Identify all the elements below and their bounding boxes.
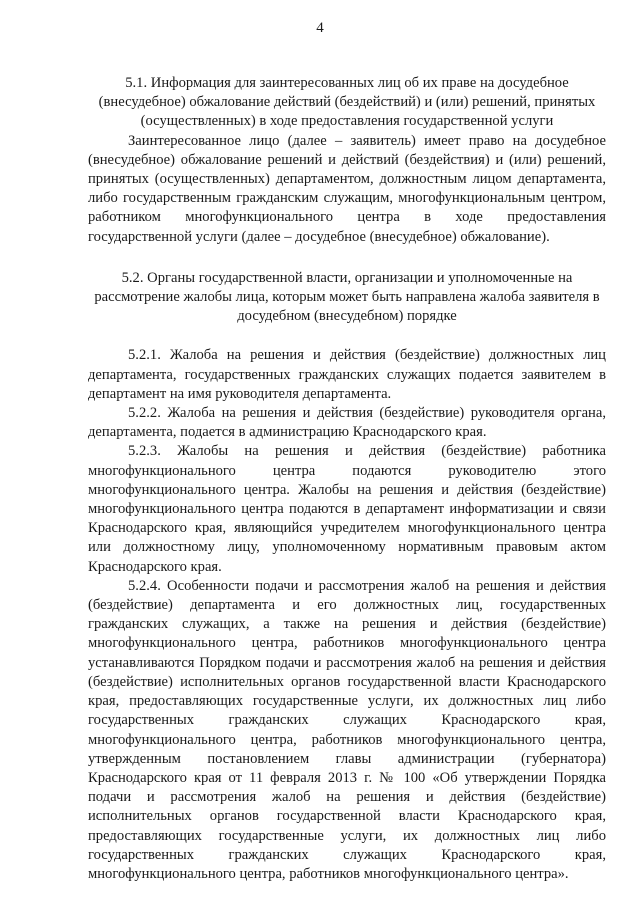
section-heading-5-1: 5.1. Информация для заинтересованных лиц об их праве на досудебное (внесудебное) обжалование действий (бездействий) и (или) решений, принятых (осуществленных) в ходе предоставления государственной услуги xyxy=(98,75,596,130)
paragraph-5-2-2: 5.2.2. Жалоба на решения и действия (бездействие) руководителя органа, департамента, подается в администрацию Краснодарского края. xyxy=(88,405,606,441)
section-heading-5-2: 5.2. Органы государственной власти, организации и уполномоченные на рассмотрение жалобы лица, которым может быть направлена жалоба заявителя в досудебном (внесудебном) порядке xyxy=(94,269,600,325)
paragraph-5-2-1: 5.2.1. Жалоба на решения и действия (бездействие) должностных лиц департамента, государственных гражданских служащих подается заявителем в департамент на имя руководителя департамента. xyxy=(88,347,606,402)
paragraph-5-2-3: 5.2.3. Жалобы на решения и действия (бездействие) работника многофункционального центра подаются руководителю этого многофункционального центра. Жалобы на решения и действия (бездействие) многофункционального центра подаются в департамент информатизации и связи Краснодарского края, являющийся учредителем многофункционального центра или должностному лицу, уполномоченному нормативным правовым актом Краснодарского края. xyxy=(88,443,606,575)
page-number: 4 xyxy=(316,20,324,36)
section-spacer xyxy=(88,326,606,346)
document-body xyxy=(88,74,606,884)
paragraph-5-2-4: 5.2.4. Особенности подачи и рассмотрения жалоб на решения и действия (бездействие) департамента и его должностных лиц, государственных гражданских служащих, а также на решения и действия (бездействие) многофункционального центра, работников многофункционального центра устанавливаются Порядком подачи и рассмотрения жалоб на решения и действия (бездействие) исполнительных органов государственной власти Краснодарского края, предоставляющих государственные услуги, их должностных лиц либо государственных гражданских служащих Краснодарского края, многофункционального центра, работников многофункционального центра, утвержденным постановлением главы администрации (губернатора) Краснодарского края от 11 февраля 2013 г. № 100 «Об утверждении Порядка подачи и рассмотрения жалоб на решения и действия (бездействие) исполнительных органов государственной власти Краснодарского края, предоставляющих государственные услуги, их должностных лиц либо государственных гражданских служащих Краснодарского края, многофункционального центра, работников многофункционального центра». xyxy=(88,577,606,882)
section-spacer xyxy=(88,247,606,269)
paragraph-5-1-body: Заинтересованное лицо (далее – заявитель) имеет право на досудебное (внесудебное) обжалование решений и действий (бездействия) и (или) решений, принятых (осуществленных) департаментом, должностным лицом департамента, либо государственным гражданским служащим, многофункциональным центром, работником многофункционального центра в ходе предоставления государственной услуги (далее – досудебное (внесудебное) обжалование). xyxy=(88,132,606,245)
